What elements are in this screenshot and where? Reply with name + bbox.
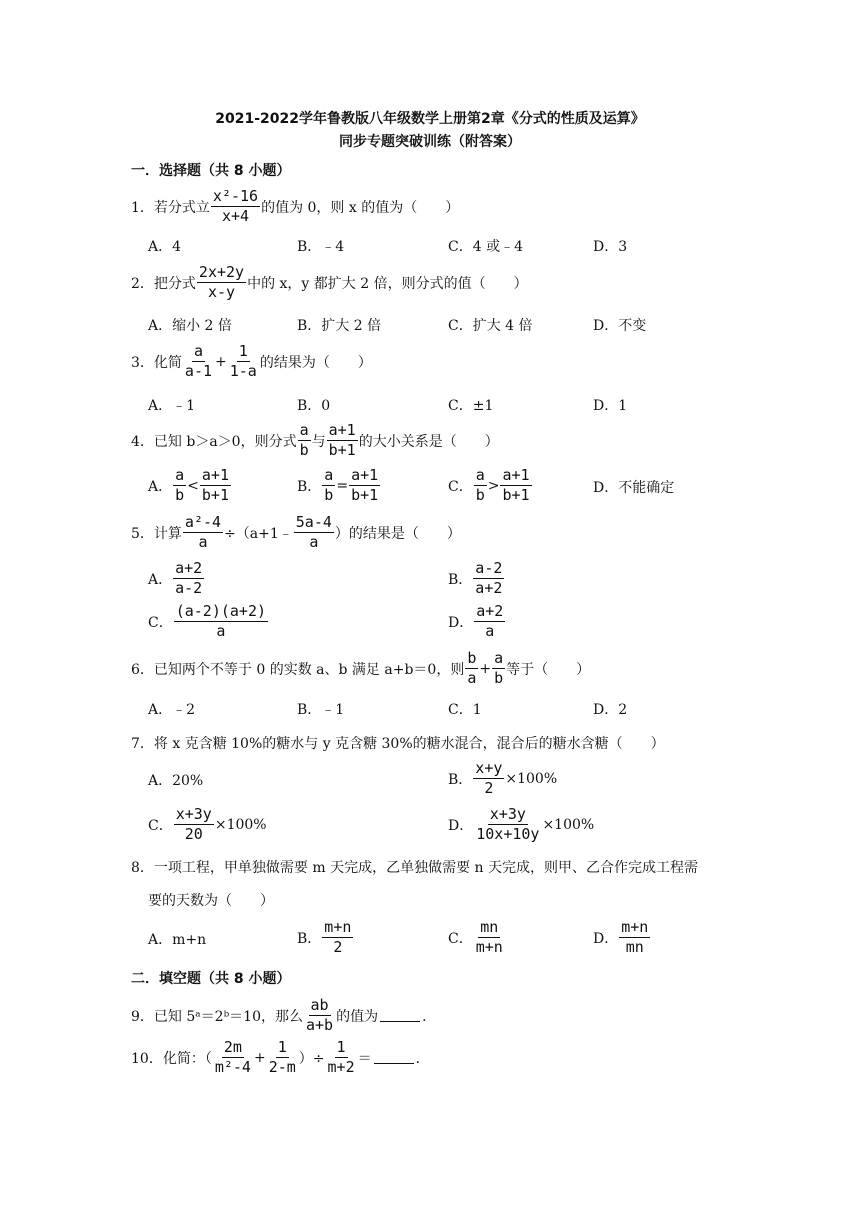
q7-c-label: C． (148, 817, 173, 834)
q9-denominator: a+b (306, 1016, 334, 1034)
q2-option-d[interactable]: D．不变 (593, 318, 647, 334)
q4-b-relation: = (336, 477, 349, 494)
q3-option-c[interactable]: C．±1 (448, 398, 494, 414)
q7-b-num: x+y (475, 759, 503, 777)
q2-option-b[interactable]: B．扩大 2 倍 (297, 318, 382, 334)
q1-numerator: x²-16 (212, 187, 259, 205)
q6-fraction-1 (465, 650, 478, 687)
q4-option-d[interactable]: D．不能确定 (593, 480, 675, 496)
question-8-line2: 要的天数为（ ） (148, 893, 274, 909)
question-1 (131, 188, 459, 225)
q9-suffix: 的值为 (336, 1008, 379, 1025)
q3-f1-denominator: a-1 (184, 362, 213, 380)
q7-c-fraction (174, 806, 214, 843)
q5-f2-denominator: a (309, 533, 319, 551)
document-title-line1: 2021-2022学年鲁教版八年级数学上册第2章《分式的性质及运算》 (215, 111, 645, 127)
question-9 (131, 997, 436, 1034)
q8-c-label: C． (448, 930, 473, 947)
q5-fraction-2 (294, 514, 334, 551)
q1-suffix: 的值为 0，则 x 的值为（ ） (261, 199, 460, 216)
question-10 (131, 1039, 430, 1076)
q10-fraction-1 (213, 1039, 253, 1076)
q10-fraction-3 (326, 1039, 357, 1076)
q5-a-num: a+2 (175, 559, 203, 577)
q4-f2-denominator: b+1 (328, 441, 356, 459)
q10-end: ． (415, 1050, 430, 1067)
q10-mid: ）÷ (298, 1050, 325, 1067)
q7-d-suffix: ×100% (542, 816, 595, 833)
q2-suffix: 中的 x，y 都扩大 2 倍，则分式的值（ ） (247, 275, 528, 292)
q6-option-c[interactable]: C．1 (448, 702, 482, 718)
q4-c-relation: > (487, 477, 500, 494)
q8-option-a[interactable]: A．m+n (148, 932, 207, 948)
q10-f1-denominator: m²-4 (214, 1058, 251, 1076)
q5-c-fraction (174, 603, 268, 640)
q5-f2-numerator: 5a-4 (295, 513, 332, 531)
q8-b-fraction (322, 919, 353, 956)
q6-f2-numerator: a (494, 649, 504, 667)
q7-d-label: D． (448, 817, 474, 834)
q5-mid: ÷（a+1﹣ (224, 525, 293, 542)
q5-option-b[interactable] (448, 560, 505, 597)
q6-plus: + (479, 660, 492, 677)
q7-d-fraction (474, 806, 541, 843)
q6-f1-denominator: a (467, 669, 477, 687)
q5-f1-numerator: a²-4 (184, 513, 222, 531)
q4-f1-denominator: b (299, 441, 309, 459)
q3-option-a[interactable]: A．﹣1 (148, 398, 196, 414)
question-3 (131, 343, 372, 380)
q5-fraction-1 (183, 514, 223, 551)
q3-prefix: 3．化简 (131, 354, 182, 371)
q8-c-fraction (474, 919, 505, 956)
q4-c-label: C． (448, 478, 473, 495)
q7-b-label: B． (448, 771, 473, 788)
q7-option-a[interactable]: A．20% (148, 773, 204, 789)
q5-option-c[interactable] (148, 603, 269, 640)
q4-a-label: A． (148, 478, 173, 495)
q1-option-a[interactable]: A．4 (148, 239, 182, 255)
q3-suffix: 的结果为（ ） (259, 354, 372, 371)
q1-option-b[interactable]: B．﹣4 (297, 239, 345, 255)
q9-numerator: ab (310, 996, 329, 1014)
q5-d-num: a+2 (476, 602, 504, 620)
q10-answer-blank[interactable] (374, 1051, 414, 1064)
q4-c-rhs (500, 467, 531, 504)
q3-fraction-1 (183, 343, 214, 380)
q5-b-label: B． (448, 571, 473, 588)
q4-prefix: 4．已知 b＞a＞0，则分式 (131, 433, 297, 450)
q8-d-den: mn (625, 938, 644, 956)
q5-a-fraction (173, 560, 204, 597)
q4-c-rhs-num: a+1 (502, 466, 530, 484)
q4-a-lhs-den: b (175, 486, 185, 504)
q1-denominator: x+4 (221, 207, 250, 225)
q7-d-den: 10x+10y (476, 825, 540, 843)
q6-option-b[interactable]: B．﹣1 (297, 702, 345, 718)
q5-c-label: C． (148, 614, 173, 631)
q8-d-label: D． (593, 930, 619, 947)
q8-b-num: m+n (324, 918, 352, 936)
q6-suffix: 等于（ ） (506, 661, 591, 678)
q7-d-num: x+3y (489, 805, 526, 823)
q4-c-lhs-num: a (475, 466, 485, 484)
q4-a-rhs-num: a+1 (201, 466, 229, 484)
q3-f2-denominator: 1-a (229, 362, 257, 380)
q5-b-fraction (473, 560, 504, 597)
q8-c-num: mn (480, 918, 499, 936)
q4-c-lhs-den: b (475, 486, 485, 504)
q6-f2-denominator: b (494, 669, 504, 687)
q6-option-d[interactable]: D．2 (593, 702, 628, 718)
q3-f1-numerator: a (193, 342, 203, 360)
q4-a-lhs-num: a (175, 466, 185, 484)
q10-f2-denominator: 2-m (268, 1058, 296, 1076)
q8-d-num: m+n (621, 918, 649, 936)
q8-c-den: m+n (475, 938, 503, 956)
q8-b-label: B． (297, 930, 322, 947)
q6-prefix: 6．已知两个不等于 0 的实数 a、b 满足 a+b＝0，则 (131, 661, 465, 678)
q7-c-den: 20 (184, 825, 203, 843)
q4-option-b[interactable] (297, 467, 381, 504)
q5-c-den: a (216, 622, 226, 640)
question-2 (131, 264, 528, 301)
q5-prefix: 5．计算 (131, 525, 182, 542)
q4-option-a[interactable] (148, 467, 232, 504)
q4-fraction-2 (327, 422, 358, 459)
q4-b-rhs (349, 467, 380, 504)
q5-a-label: A． (148, 571, 173, 588)
q4-c-rhs-den: b+1 (502, 486, 530, 504)
q5-b-num: a-2 (475, 559, 503, 577)
q1-fraction (211, 188, 260, 225)
q10-f3-numerator: 1 (336, 1038, 346, 1056)
q1-option-d[interactable]: D．3 (593, 239, 628, 255)
q7-b-fraction (473, 760, 504, 797)
q6-option-a[interactable]: A．﹣2 (148, 702, 196, 718)
q8-option-d[interactable] (593, 919, 651, 956)
question-4 (131, 422, 499, 459)
q10-plus: + (253, 1049, 266, 1066)
q7-option-b[interactable] (448, 760, 557, 797)
q4-b-lhs-num: a (324, 466, 334, 484)
q9-fraction (304, 997, 335, 1034)
q10-f2-numerator: 1 (277, 1038, 287, 1056)
q4-suffix: 的大小关系是（ ） (358, 433, 499, 450)
q2-option-a[interactable]: A．缩小 2 倍 (148, 318, 232, 334)
q4-b-rhs-num: a+1 (351, 466, 379, 484)
q4-c-lhs (474, 467, 487, 504)
q4-b-label: B． (297, 478, 322, 495)
q10-fraction-2 (267, 1039, 298, 1076)
q4-b-lhs (322, 467, 335, 504)
q5-option-a[interactable] (148, 560, 205, 597)
q5-c-num: (a-2)(a+2) (175, 602, 267, 620)
question-6 (131, 650, 590, 687)
q5-d-fraction (474, 603, 505, 640)
q7-c-num: x+3y (175, 805, 212, 823)
q7-b-suffix: ×100% (505, 770, 558, 787)
q10-equals: ＝ (357, 1050, 372, 1067)
q4-b-rhs-den: b+1 (351, 486, 379, 504)
q2-fraction (197, 264, 246, 301)
q5-d-label: D． (448, 614, 474, 631)
q5-b-den: a+2 (475, 579, 503, 597)
q5-option-d[interactable] (448, 603, 506, 640)
q4-a-rhs (200, 467, 231, 504)
q5-suffix: ）的结果是（ ） (334, 525, 461, 542)
q9-answer-blank[interactable] (380, 1009, 420, 1022)
question-7: 7．将 x 克含糖 10%的糖水与 y 克含糖 30%的糖水混合，混合后的糖水含糖（ ） (131, 736, 665, 752)
q7-option-d[interactable] (448, 806, 594, 843)
document-title-line2: 同步专题突破训练（附答案） (339, 134, 521, 150)
q3-plus: + (215, 353, 227, 370)
q2-denominator: x-y (207, 283, 236, 301)
q8-option-c[interactable] (448, 919, 506, 956)
q5-a-den: a-2 (175, 579, 203, 597)
q4-mid: 与 (311, 433, 326, 450)
q4-fraction-1 (298, 422, 311, 459)
q9-prefix: 9．已知 5ᵃ＝2ᵇ＝10，那么 (131, 1008, 303, 1025)
question-8-line1: 8．一项工程，甲单独做需要 m 天完成，乙单独做需要 n 天完成，则甲、乙合作完成工程需 (131, 860, 698, 876)
q5-f1-denominator: a (198, 533, 208, 551)
q1-option-c[interactable]: C．4 或﹣4 (448, 239, 523, 255)
q9-end: ． (422, 1008, 437, 1025)
q2-option-c[interactable]: C．扩大 4 倍 (448, 318, 533, 334)
q8-b-den: 2 (333, 938, 343, 956)
q3-f2-numerator: 1 (238, 342, 248, 360)
q5-d-den: a (485, 622, 495, 640)
question-5 (131, 514, 461, 551)
q2-numerator: 2x+2y (198, 263, 245, 281)
q3-fraction-2 (228, 343, 259, 380)
section-heading-fill: 二．填空题（共 8 小题） (131, 971, 291, 987)
q10-f1-numerator: 2m (223, 1038, 242, 1056)
q1-prefix: 1．若分式立 (131, 199, 210, 216)
q7-b-den: 2 (484, 779, 494, 797)
q4-a-rhs-den: b+1 (201, 486, 229, 504)
q7-c-suffix: ×100% (214, 816, 267, 833)
q8-d-fraction (619, 919, 650, 956)
q6-fraction-2 (492, 650, 505, 687)
q10-prefix: 10．化简：（ (131, 1050, 212, 1067)
q10-f3-denominator: m+2 (327, 1058, 355, 1076)
q4-b-lhs-den: b (324, 486, 334, 504)
q8-option-b[interactable] (297, 919, 354, 956)
q3-option-d[interactable]: D．1 (593, 398, 628, 414)
q4-a-lhs (173, 467, 186, 504)
q4-f1-numerator: a (299, 421, 309, 439)
q2-prefix: 2．把分式 (131, 275, 196, 292)
q4-option-c[interactable] (448, 467, 533, 504)
section-heading-choice: 一．选择题（共 8 小题） (131, 163, 291, 179)
q3-option-b[interactable]: B．0 (297, 398, 331, 414)
q7-option-c[interactable] (148, 806, 267, 843)
q4-a-relation: < (187, 477, 199, 494)
q4-f2-numerator: a+1 (328, 421, 356, 439)
q6-f1-numerator: b (467, 649, 477, 667)
